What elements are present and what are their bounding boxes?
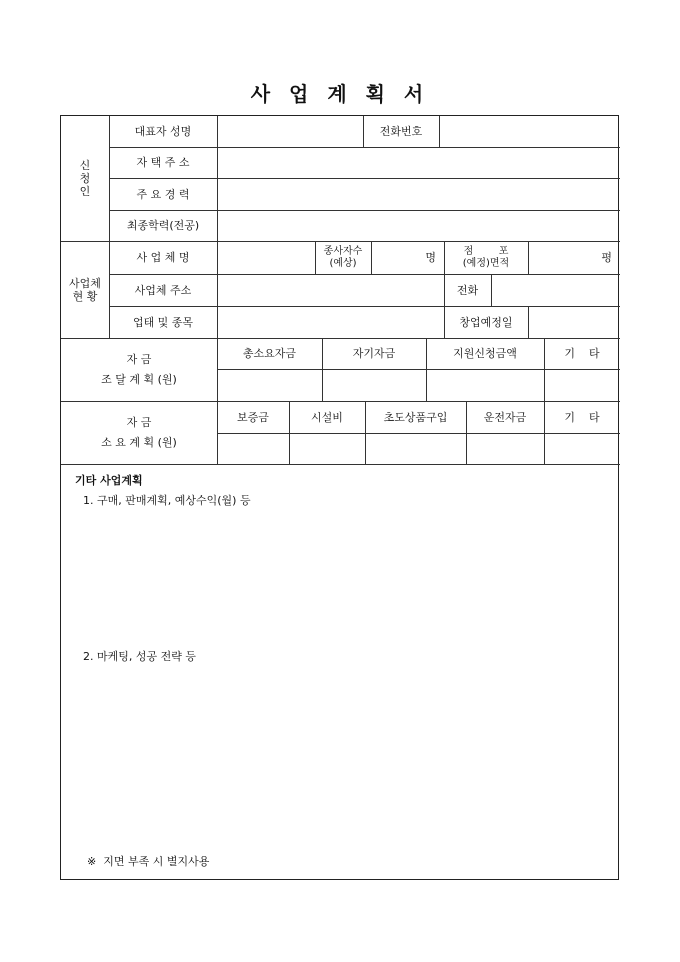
funding-header-own: 자기자금 bbox=[352, 347, 396, 360]
career-label: 주 요 경 력 bbox=[136, 187, 190, 201]
career-field[interactable] bbox=[217, 178, 620, 210]
phone-field[interactable] bbox=[439, 116, 620, 147]
business-section-label: 사업체 현 황 bbox=[69, 276, 101, 303]
store-area-label: 점 포 (예정)면적 bbox=[462, 245, 510, 269]
req-header-deposit: 보증금 bbox=[237, 410, 269, 424]
phone-label: 전화번호 bbox=[379, 125, 423, 138]
employees-unit: 명 bbox=[425, 251, 436, 264]
req-other-field[interactable] bbox=[544, 433, 620, 464]
business-address-field[interactable] bbox=[217, 274, 444, 306]
business-phone-label: 전화 bbox=[456, 283, 479, 297]
business-address-label: 사업체 주소 bbox=[134, 283, 192, 297]
req-header-working: 운전자금 bbox=[483, 410, 527, 424]
employees-field[interactable] bbox=[371, 241, 444, 274]
industry-label: 업태 및 종목 bbox=[132, 315, 194, 329]
area-unit: 평 bbox=[601, 251, 612, 264]
plan-item-2: 2. 마케팅, 성공 전략 등 bbox=[83, 650, 196, 663]
education-label: 최종학력(전공) bbox=[126, 219, 200, 232]
start-date-label: 창업예정일 bbox=[459, 315, 513, 329]
funding-other-field[interactable] bbox=[544, 369, 620, 401]
req-deposit-field[interactable] bbox=[217, 433, 289, 464]
req-working-field[interactable] bbox=[466, 433, 544, 464]
store-area-field[interactable] bbox=[528, 241, 620, 274]
applicant-section-label: 신 청 인 bbox=[79, 159, 91, 198]
education-field[interactable] bbox=[217, 210, 620, 241]
req-inventory-field[interactable] bbox=[365, 433, 466, 464]
req-header-facility: 시설비 bbox=[311, 410, 343, 424]
start-date-field[interactable] bbox=[528, 306, 620, 338]
requirement-section-label: 자 금 소 요 계 획 (원) bbox=[101, 415, 177, 449]
plan-item-1-area[interactable] bbox=[75, 508, 605, 638]
plan-heading: 기타 사업계획 bbox=[75, 474, 143, 487]
req-header-other: 기 타 bbox=[564, 410, 600, 424]
business-name-field[interactable] bbox=[217, 241, 315, 274]
funding-support-field[interactable] bbox=[426, 369, 544, 401]
page-title: 사 업 계 획 서 bbox=[250, 82, 430, 106]
employees-label: 종사자수 (예상) bbox=[323, 245, 363, 269]
funding-header-other: 기 타 bbox=[564, 347, 600, 360]
rep-name-label: 대표자 성명 bbox=[134, 125, 192, 138]
funding-own-field[interactable] bbox=[322, 369, 426, 401]
plan-item-1: 1. 구매, 판매계획, 예상수익(월) 등 bbox=[83, 494, 251, 507]
business-phone-field[interactable] bbox=[491, 274, 620, 306]
funding-total-field[interactable] bbox=[217, 369, 322, 401]
rep-name-field[interactable] bbox=[217, 116, 363, 147]
funding-header-total: 총소요자금 bbox=[242, 347, 297, 360]
plan-item-2-area[interactable] bbox=[75, 664, 605, 844]
business-name-label: 사 업 체 명 bbox=[136, 251, 190, 264]
req-facility-field[interactable] bbox=[289, 433, 365, 464]
home-address-field[interactable] bbox=[217, 147, 620, 178]
funding-section-label: 자 금 조 달 계 획 (원) bbox=[101, 352, 177, 386]
funding-header-support: 지원신청금액 bbox=[453, 347, 517, 360]
business-plan-form bbox=[60, 115, 619, 880]
industry-field[interactable] bbox=[217, 306, 444, 338]
req-header-inventory: 초도상품구입 bbox=[383, 410, 448, 424]
home-address-label: 자 택 주 소 bbox=[136, 156, 190, 169]
plan-note: ※ 지면 부족 시 별지사용 bbox=[87, 855, 210, 868]
